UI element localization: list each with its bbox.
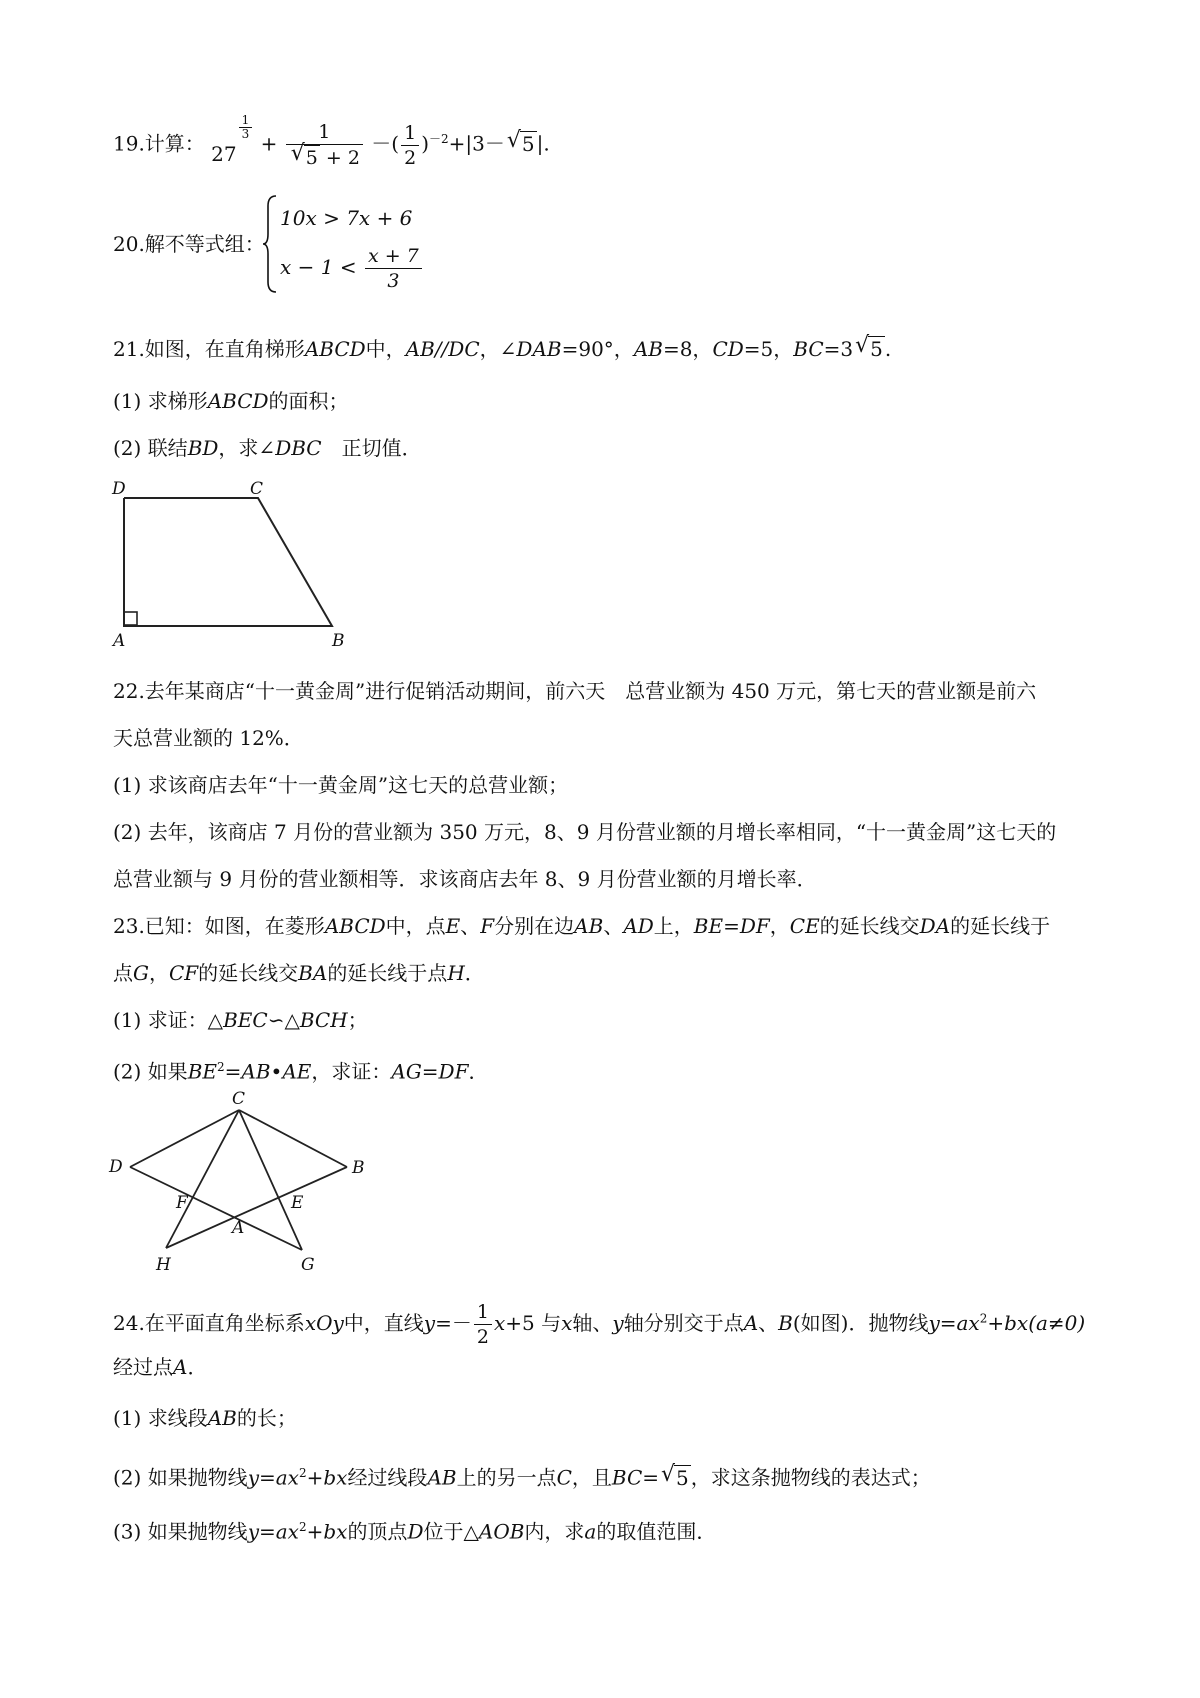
q23-text: 的延长线交 — [819, 914, 920, 938]
q21-part2 — [113, 434, 422, 462]
q21-text: =90°， — [561, 337, 634, 361]
q23-text: 中，点 — [385, 914, 446, 938]
q24-p3-text: 的顶点 — [347, 1519, 408, 1544]
q19-abs: +|3－ — [448, 131, 505, 156]
q23-CF: CF — [168, 961, 199, 985]
q24-p2-BC: BC — [611, 1465, 643, 1490]
q21-p2-text: ，求∠ — [218, 436, 276, 460]
q21-label-B: B — [332, 631, 345, 651]
q24-text: ． — [187, 1355, 208, 1379]
q24-text: (如图)．抛物线 — [792, 1311, 929, 1335]
q23-text: 分别在边 — [494, 914, 575, 938]
q23-label-F: F — [176, 1193, 188, 1213]
q19-frac2-num: 1 — [401, 121, 419, 146]
q24-x: x — [493, 1311, 506, 1335]
q19-line — [113, 113, 550, 170]
q21-stem — [113, 335, 891, 363]
q19-frac1-rest: + 2 — [319, 147, 360, 169]
q23-line1 — [113, 912, 1050, 940]
q20-ineq2-left: x − 1 < — [280, 255, 357, 279]
q23-text: 上， — [653, 914, 694, 938]
q24-text: 轴、 — [572, 1311, 613, 1335]
q21-ab: AB — [633, 337, 663, 361]
q24-part1 — [113, 1404, 297, 1432]
q23-G: G — [133, 961, 149, 985]
q23-text: 、 — [603, 914, 624, 938]
q24-p2-text: (2) 如果抛物线 — [113, 1465, 248, 1490]
q20-ineq2-num: x + 7 — [365, 244, 422, 269]
q23-part1 — [113, 1006, 368, 1034]
q21-text: =3 — [823, 337, 854, 361]
q24-text: 、 — [758, 1311, 779, 1335]
q24-p2-parabola: y=ax — [247, 1465, 299, 1490]
q24-part2 — [113, 1459, 931, 1492]
q23-p2-text: (2) 如果 — [113, 1059, 188, 1084]
q21-text: =5， — [743, 337, 794, 361]
q22-line1: 22.去年某商店“十一黄金周”进行促销活动期间，前六天 总营业额为 450 万元，第七天的营业额是前六 — [113, 679, 1037, 703]
q23-text: 点 — [113, 961, 133, 985]
q24-p2-sup: 2 — [298, 1466, 307, 1480]
q24-part3 — [113, 1513, 716, 1546]
q23-p1-text: ∽△ — [267, 1008, 300, 1032]
q23-CE: CE — [789, 914, 820, 938]
q20-ineq1: 10x > 7x + 6 — [280, 206, 413, 230]
q19-root-last: 5 — [521, 131, 535, 156]
q23-label-G: G — [301, 1255, 315, 1275]
q24-p2-text: 经过线段 — [347, 1465, 428, 1490]
q23-F: F — [480, 914, 495, 938]
q23-label-C: C — [232, 1090, 246, 1109]
q24-p3-text: (3) 如果抛物线 — [113, 1519, 248, 1544]
q24-p2-C: C — [556, 1465, 572, 1490]
q24-p3-sup: 2 — [298, 1520, 307, 1534]
q24-p1-text: 的长； — [236, 1406, 297, 1430]
q23-text: 的延长线交 — [198, 961, 299, 985]
q24-p2-parabola-rest: +bx — [306, 1465, 348, 1490]
q24-p3-parabola-rest: +bx — [306, 1519, 348, 1544]
q23-p1-BCH: BCH — [299, 1008, 348, 1032]
q24-A: A — [743, 1311, 759, 1335]
q23-AB: AB — [574, 914, 604, 938]
q24-p3-AOB: AOB — [478, 1519, 525, 1544]
q20-label: 20.解不等式组： — [113, 232, 265, 256]
q24-line2 — [113, 1353, 207, 1381]
q21-p2-bd: BD — [187, 436, 219, 460]
q23-text: ， — [769, 914, 790, 938]
q19-exp-den: 3 — [241, 127, 250, 141]
q24-p3-text: 内，求 — [524, 1519, 585, 1544]
q23-E: E — [445, 914, 461, 938]
q21-p1-text: (1) 求梯形 — [113, 389, 208, 413]
q22-part1: (1) 求该商店去年“十一黄金周”这七天的总营业额； — [113, 773, 569, 797]
q23-p1-text: ； — [347, 1008, 368, 1032]
q23-text: ． — [464, 961, 485, 985]
q23-DA: DA — [919, 914, 951, 938]
q22-part2-line1: (2) 去年，该商店 7 月份的营业额为 350 万元，8、9 月份营业额的月增长率相同，“十一黄金周”这七天的 — [113, 820, 1057, 844]
q23-p2-rest: =AB•AE — [224, 1059, 312, 1084]
q24-text: +5 与 — [505, 1311, 562, 1335]
q24-frac-den: 2 — [476, 1326, 489, 1348]
q23-part2 — [113, 1053, 488, 1086]
q23-text: 的延长线于点 — [327, 961, 448, 985]
q24-p3-text: 位于△ — [423, 1519, 479, 1544]
q24-y-axis: y — [612, 1311, 624, 1335]
q24-p3-parabola: y=ax — [247, 1519, 299, 1544]
q21-ab-dc: AB//DC — [405, 337, 480, 361]
q21-part1 — [113, 387, 349, 415]
q24-text: =－ — [435, 1311, 472, 1335]
q21-text: =8， — [662, 337, 713, 361]
q23-text: 23.已知：如图，在菱形 — [113, 914, 325, 938]
q24-y: y — [423, 1311, 436, 1335]
q21-label-A: A — [113, 631, 126, 651]
q23-p2-text: ，求证： — [311, 1059, 392, 1084]
q19-frac1-root: 5 — [305, 147, 318, 169]
q23-label-A: A — [232, 1218, 245, 1238]
q23-label-H: H — [156, 1255, 171, 1275]
q24-text: 24.在平面直角坐标系 — [113, 1311, 305, 1335]
q20-label-line — [113, 230, 265, 258]
q23-AD: AD — [623, 914, 654, 938]
q21-label-C: C — [250, 479, 264, 499]
q22-part2-line2: 总营业额与 9 月份的营业额相等．求该商店去年 8、9 月份营业额的月增长率． — [113, 867, 817, 891]
q24-p2-text: ，且 — [571, 1465, 612, 1490]
q24-p2-text: ，求这条抛物线的表达式； — [690, 1465, 931, 1490]
q21-trapezoid-figure — [110, 476, 360, 651]
q21-p2-text: 正切值． — [341, 436, 422, 460]
q21-text: 中， — [365, 337, 406, 361]
q24-p1-AB: AB — [207, 1406, 237, 1430]
q19-base: 27 — [211, 141, 237, 166]
q23-text: 、 — [460, 914, 481, 938]
q19-exp-num: 1 — [239, 114, 253, 128]
q24-B: B — [778, 1311, 793, 1335]
q24-text: 轴分别交于点 — [623, 1311, 744, 1335]
q24-p3-a: a — [584, 1519, 597, 1544]
q23-abcd: ABCD — [324, 914, 386, 938]
q20-brace — [262, 194, 278, 294]
q24-xOy: xOy — [304, 1311, 344, 1335]
q24-p3-D: D — [407, 1519, 424, 1544]
q24-p1-text: (1) 求线段 — [113, 1406, 208, 1430]
q23-p2-AG-DF: AG=DF — [391, 1059, 469, 1084]
q24-parabola-rest: +bx(a≠0) — [987, 1311, 1086, 1335]
q23-p1-BEC: BEC — [223, 1008, 268, 1032]
q24-parabola: y=ax — [928, 1311, 980, 1335]
q21-label-D: D — [112, 479, 126, 499]
q21-p1-text: 的面积； — [268, 389, 349, 413]
q23-BA: BA — [298, 961, 328, 985]
q19-label: 19.计算： — [113, 131, 205, 156]
q21-p2-text: (2) 联结 — [113, 436, 188, 460]
q23-p2-sup: 2 — [216, 1060, 225, 1074]
q22-line2: 天总营业额的 12%． — [113, 726, 304, 750]
q21-p2-dbc: DBC — [275, 436, 322, 460]
q24-text: 中，直线 — [343, 1311, 424, 1335]
q23-rhombus-figure — [104, 1090, 384, 1275]
q23-text: ， — [148, 961, 169, 985]
q23-H: H — [447, 961, 465, 985]
q21-text: ，∠ — [479, 337, 517, 361]
q20-ineq2-line — [280, 244, 424, 293]
q24-x-axis: x — [561, 1311, 573, 1335]
q23-text: 的延长线于 — [950, 914, 1051, 938]
q23-p2-text: ． — [468, 1059, 489, 1084]
q21-root: 5 — [870, 337, 883, 361]
q21-cd: CD — [712, 337, 744, 361]
q21-dab: DAB — [516, 337, 562, 361]
q21-abcd: ABCD — [304, 337, 366, 361]
q19-plus: + — [260, 131, 278, 156]
q19-frac1-num: 1 — [286, 120, 363, 145]
q23-line2 — [113, 959, 485, 987]
q24-line1 — [113, 1300, 1085, 1349]
q24-p2-root: 5 — [676, 1465, 689, 1490]
q21-text: 21.如图，在直角梯形 — [113, 337, 305, 361]
q23-label-E: E — [291, 1193, 304, 1213]
q23-label-B: B — [352, 1158, 365, 1178]
q24-p3-text: 的取值范围． — [596, 1519, 717, 1544]
q20-ineq2-den: 3 — [387, 270, 400, 292]
q21-bc: BC — [793, 337, 824, 361]
q21-text: . — [884, 337, 892, 361]
q24-text: 经过点 — [113, 1355, 173, 1379]
q19-end: |. — [536, 131, 550, 156]
q19-minus: －( — [371, 131, 400, 156]
q23-p2-BE: BE — [187, 1059, 217, 1084]
q23-BE-DF: BE=DF — [693, 914, 770, 938]
q24-p2-text: 上的另一点 — [456, 1465, 557, 1490]
q23-label-D: D — [109, 1157, 123, 1177]
q19-close-paren: ) — [421, 131, 430, 156]
q23-p1-text: (1) 求证：△ — [113, 1008, 224, 1032]
q24-p2-text: = — [642, 1465, 660, 1490]
q24-sup: 2 — [979, 1311, 988, 1326]
q19-frac2-den: 2 — [404, 146, 417, 169]
q24-frac-num: 1 — [474, 1300, 492, 1325]
q24-p2-AB: AB — [427, 1465, 457, 1490]
q19-neg-exp: －2 — [429, 131, 449, 146]
q21-p1-abcd: ABCD — [207, 389, 269, 413]
q24-A: A — [173, 1355, 188, 1379]
